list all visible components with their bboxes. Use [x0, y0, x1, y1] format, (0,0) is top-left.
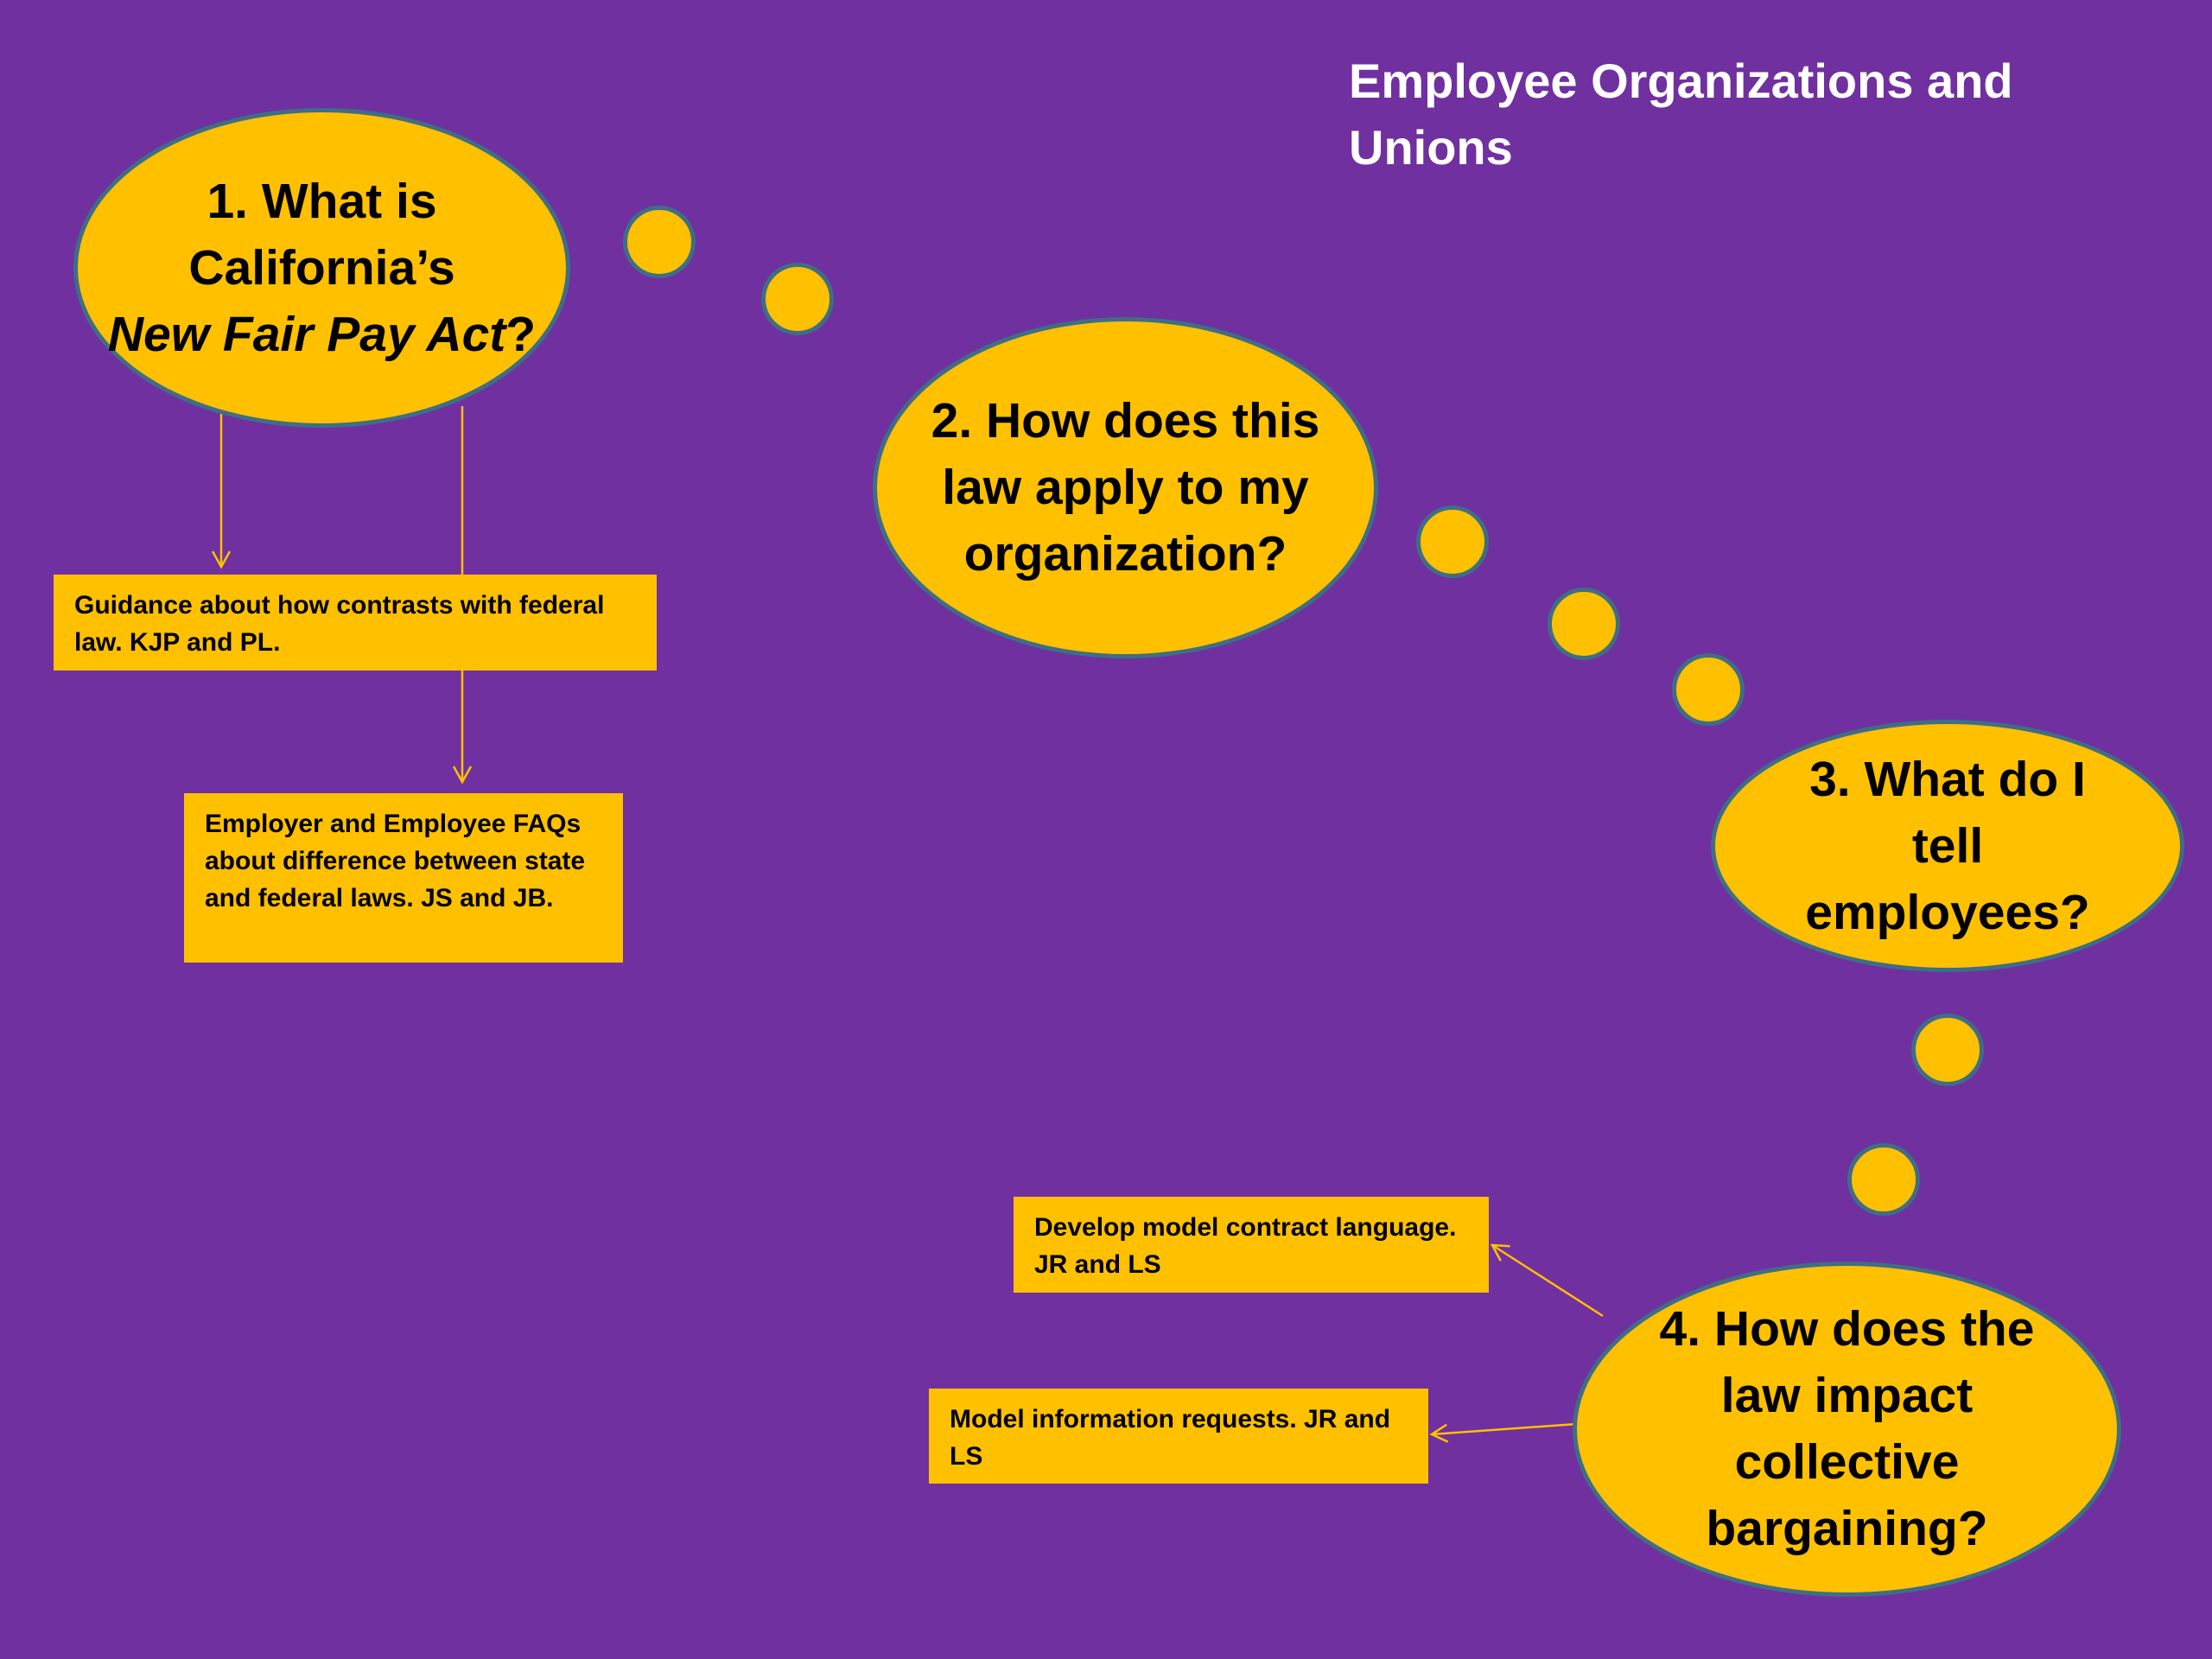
note-info-requests: Model information requests. JR and LS: [929, 1389, 1428, 1484]
note-faqs: Employer and Employee FAQs about difference between state and federal laws. JS and JB.: [184, 793, 623, 963]
question-1-prefix: 1. What is California’s: [188, 173, 455, 296]
thought-dot-2: [761, 263, 834, 335]
note-guidance: Guidance about how contrasts with federal law. KJP and PL.: [54, 575, 657, 671]
question-1-italic: New Fair Pay Act: [107, 306, 506, 362]
thought-dot-5: [1672, 653, 1745, 726]
thought-dot-6: [1911, 1014, 1984, 1086]
arrow-to-contract: [1492, 1245, 1603, 1316]
thought-dot-1: [623, 206, 696, 278]
bubble-question-3: [1711, 720, 2184, 972]
thought-dot-3: [1416, 505, 1489, 578]
note-contract: Develop model contract language. JR and LS: [1014, 1197, 1489, 1293]
thought-dot-4: [1548, 588, 1620, 660]
question-2-text: 2. How does this law apply to my organization?: [931, 393, 1320, 582]
question-1-suffix: ?: [505, 306, 537, 362]
thought-dot-7: [1847, 1143, 1920, 1216]
question-4-text: 4. How does the law impact collective bargaining?: [1659, 1301, 2035, 1556]
diagram-title: Employee Organizations and Unions: [1349, 54, 2013, 175]
question-3-text: 3. What do I tell employees?: [1805, 751, 2090, 940]
bubble-question-2: [873, 317, 1378, 658]
bubble-question-1: [73, 108, 570, 428]
bubble-question-4: [1573, 1262, 2121, 1597]
arrow-to-info-requests: [1432, 1424, 1577, 1434]
